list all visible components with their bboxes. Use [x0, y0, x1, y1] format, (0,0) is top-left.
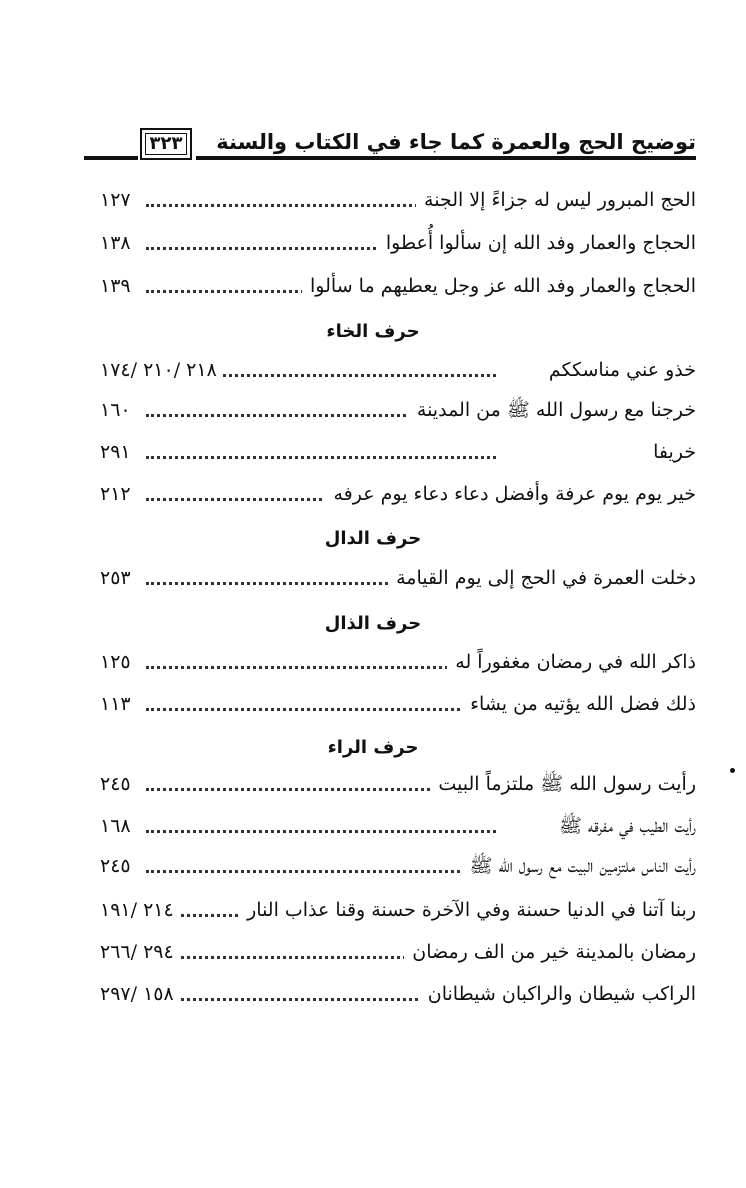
- entry-page: ١٦٨: [100, 808, 137, 844]
- section-heading: حرف الخاء: [326, 321, 420, 342]
- index-entry: [100, 644, 696, 680]
- section-heading: حرف الذال: [324, 613, 422, 634]
- entry-page: ٢٤٥: [100, 848, 137, 884]
- index-entry: [100, 976, 696, 1012]
- header-rule-right: [196, 156, 696, 160]
- header-rule-left: [84, 156, 138, 160]
- index-entry: [100, 392, 696, 428]
- entry-text: خريفا: [645, 434, 696, 470]
- entry-text: رأيت الطيب في مفرقه ﷺ: [551, 808, 696, 844]
- entry-page: ١٢٧: [100, 182, 137, 218]
- entry-text: ربنا آتنا في الدنيا حسنة وفي الآخرة حسنة وقنا عذاب النار: [239, 892, 696, 928]
- entry-text: خرجنا مع رسول الله ﷺ من المدينة: [409, 392, 696, 428]
- book-title: توضيح الحج والعمرة كما جاء في الكتاب والسنة: [216, 130, 696, 154]
- entry-text: الحج المبرور ليس له جزاءً إلا الجنة: [416, 182, 696, 218]
- index-entry: [100, 268, 696, 304]
- entry-page: ٢١٢: [100, 476, 137, 512]
- entry-text: رأيت رسول الله ﷺ ملتزماً البيت: [430, 766, 696, 802]
- entry-page: ١٦٠: [100, 392, 137, 428]
- leader-dots: [146, 708, 496, 711]
- entry-page: ٢١٤ /١٩١: [100, 892, 180, 928]
- entry-text: خير يوم يوم عرفة وأفضل دعاء دعاء يوم عرفه: [325, 476, 696, 512]
- index-entry: [100, 686, 696, 722]
- index-entry: [100, 934, 696, 970]
- index-entry: [100, 892, 696, 928]
- index-entry: [100, 766, 696, 802]
- margin-dot: [730, 768, 735, 773]
- entry-page: ١٣٨: [100, 225, 137, 261]
- entry-page: ٢١٨ /٢١٠ /١٧٤: [100, 352, 223, 388]
- entry-text: رمضان بالمدينة خير من الف رمضان: [404, 934, 696, 970]
- section-heading: حرف الدال: [324, 528, 422, 549]
- index-entry: [100, 848, 696, 884]
- entry-text: ذلك فضل الله يؤتيه من يشاء: [462, 686, 696, 722]
- entry-page: ٢٩١: [100, 434, 137, 470]
- index-entry: [100, 225, 696, 261]
- index-entry: [100, 434, 696, 470]
- page-number-box: [140, 128, 192, 160]
- entry-page: ١٢٥: [100, 644, 137, 680]
- entry-text: ذاكر الله في رمضان مغفوراً له: [447, 644, 696, 680]
- entry-text: دخلت العمرة في الحج إلى يوم القيامة: [388, 560, 696, 596]
- entry-text: الراكب شيطان والراكبان شيطانان: [420, 976, 696, 1012]
- entry-page: ٢٤٥: [100, 766, 137, 802]
- section-heading: حرف الراء: [327, 737, 419, 758]
- leader-dots: [146, 830, 496, 833]
- entry-text: الحجاج والعمار وفد الله عز وجل يعطيهم ما سألوا: [302, 268, 696, 304]
- entry-page: ٢٥٣: [100, 560, 137, 596]
- entry-text: الحجاج والعمار وفد الله إن سألوا أُعطوا: [378, 225, 696, 261]
- index-entry: [100, 476, 696, 512]
- leader-dots: [146, 666, 496, 669]
- entry-page: ١٥٨ /٢٩٧: [100, 976, 180, 1012]
- page-number: ٣٢٣: [145, 133, 187, 155]
- entry-page: ٢٩٤ /٢٦٦: [100, 934, 180, 970]
- index-entry: [100, 352, 696, 388]
- leader-dots: [146, 456, 496, 459]
- index-entry: [100, 560, 696, 596]
- leader-dots: [146, 870, 496, 873]
- index-entry: [100, 182, 696, 218]
- entry-text: رأيت الناس ملتزمين البيت مع رسول الله ﷺ: [462, 848, 696, 884]
- entry-text: خذو عني مناسككم: [541, 352, 696, 388]
- index-entry: [100, 808, 696, 844]
- entry-page: ١٣٩: [100, 268, 137, 304]
- entry-page: ١١٣: [100, 686, 137, 722]
